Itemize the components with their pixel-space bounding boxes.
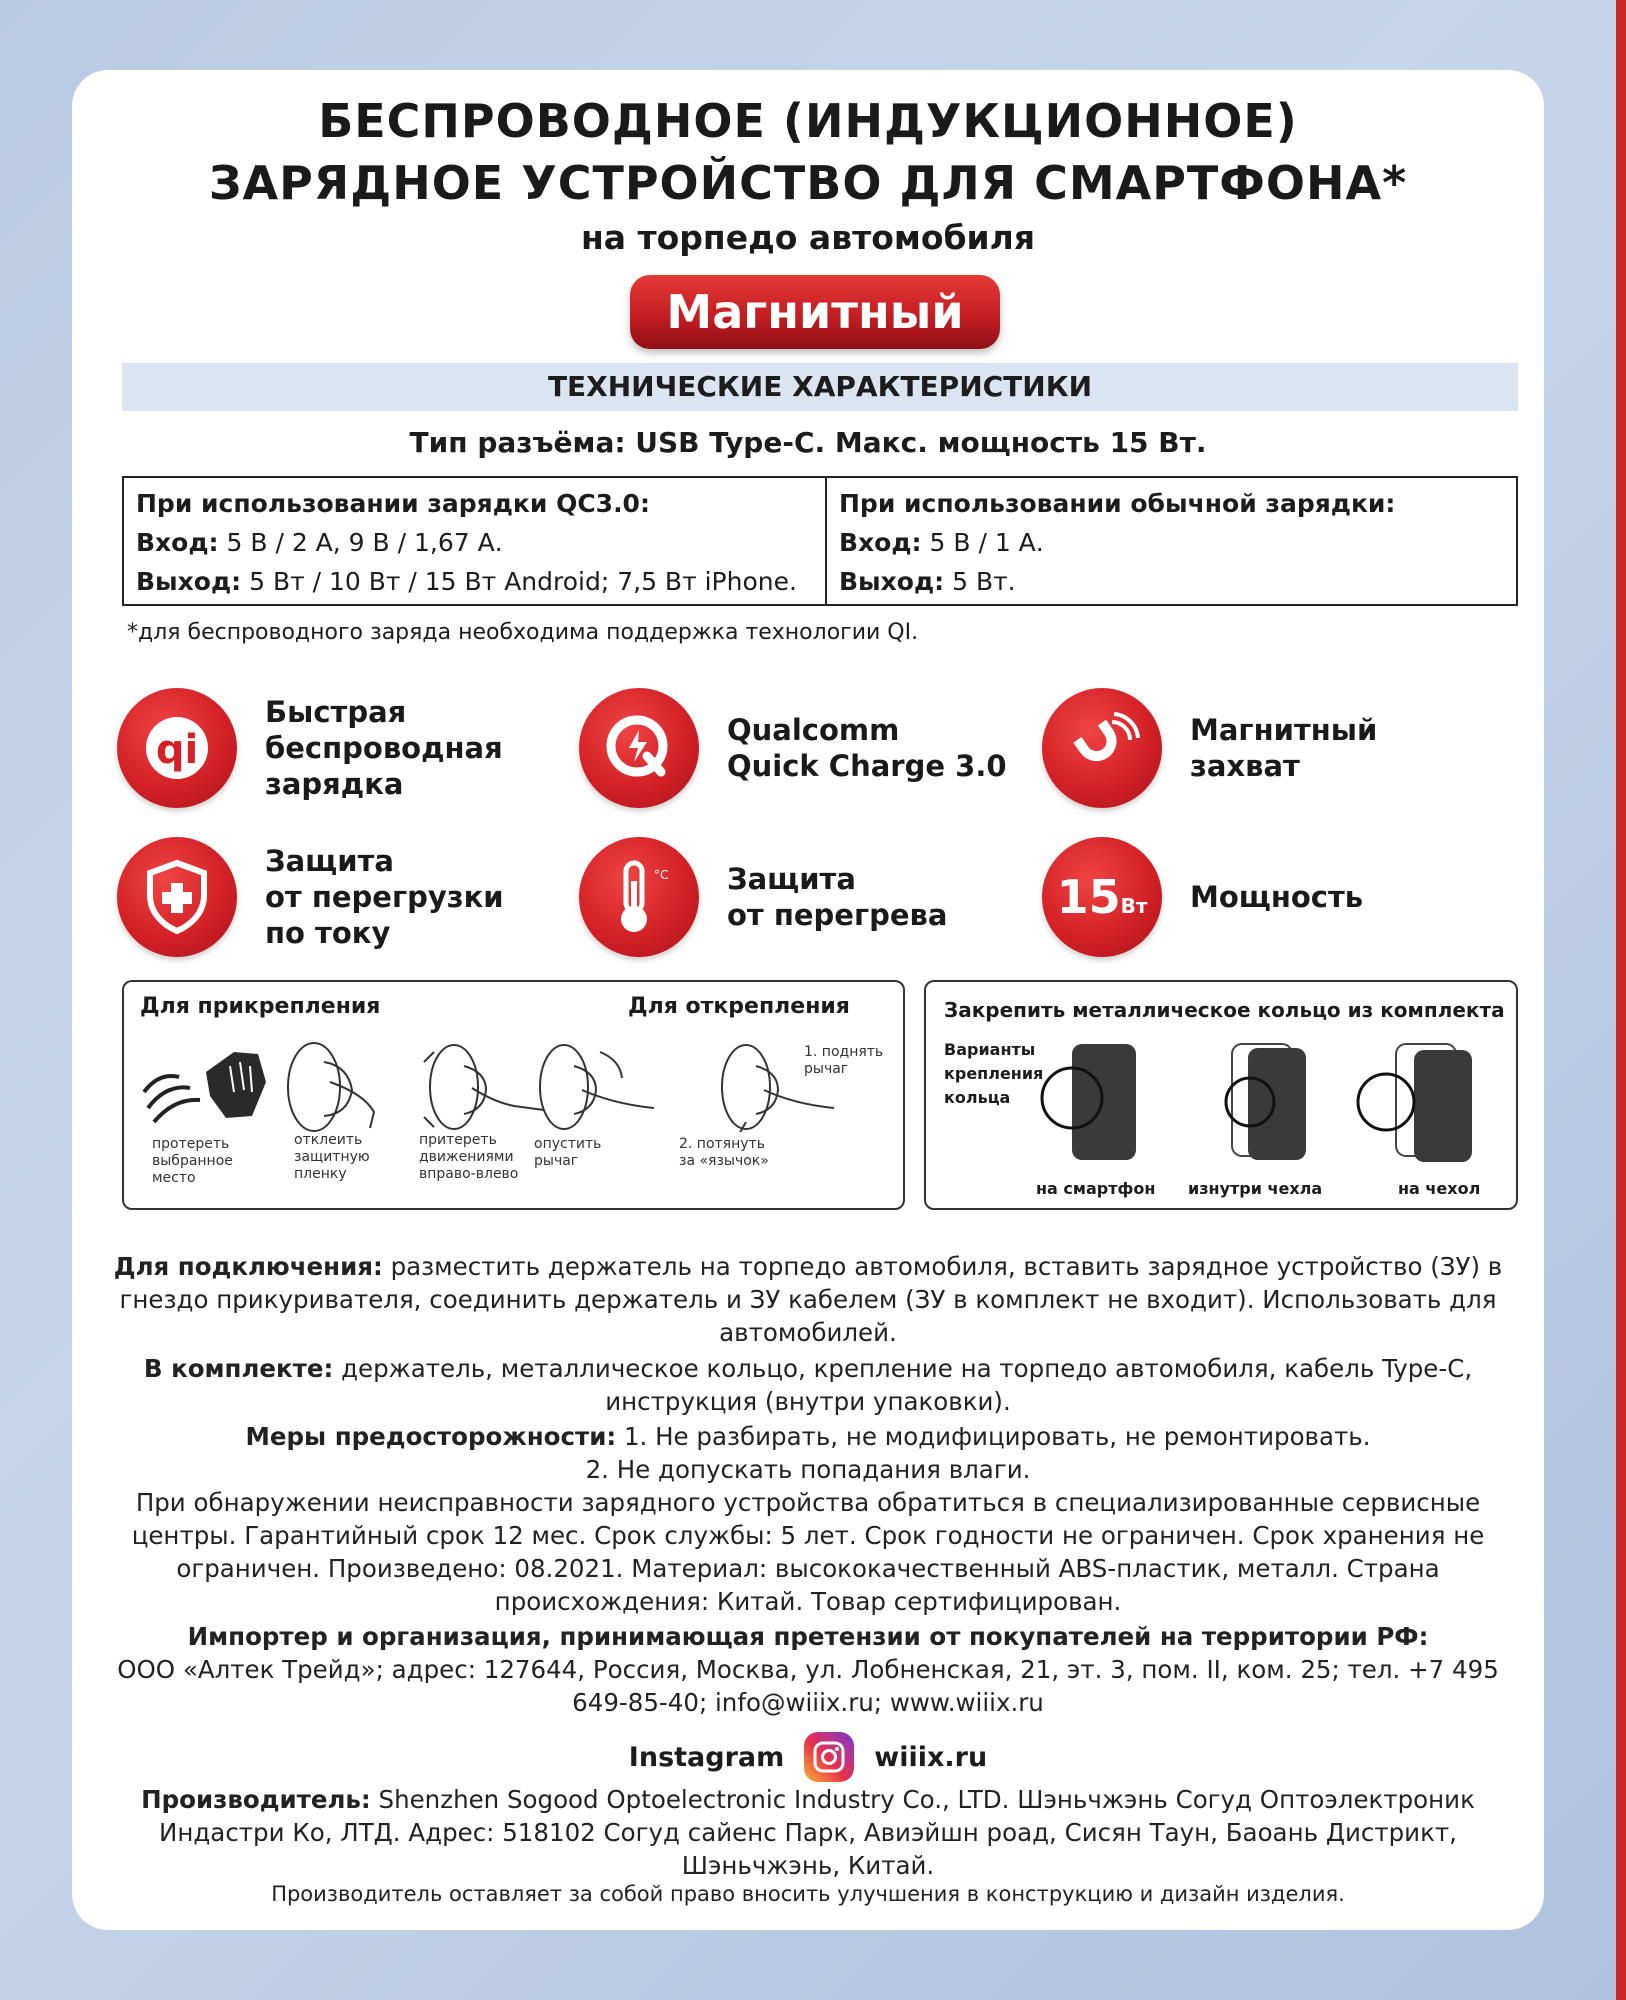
specs-heading: ТЕХНИЧЕСКИЕ ХАРАКТЕРИСТИКИ	[122, 363, 1518, 411]
service-info: При обнаружении неисправности зарядного устройства обратиться в специализированные сервисные центры. Гарантийный срок 12 мес. Срок службы: 5 лет. Срок годности не ограничен. Срок хранения не ограничен. Произведено: 08.2021. Материал: высококачественный ABS-пластик, металл. Страна происхождения: Китай. Товар сертифицирован.	[131, 1488, 1485, 1616]
ring-illustration	[1036, 1040, 1506, 1170]
feature-fast-wireless	[117, 688, 503, 808]
manufacturer-info	[112, 1783, 1504, 1882]
ring-title: Закрепить металлическое кольцо из комплекта	[944, 998, 1505, 1022]
power-15w-icon	[1042, 837, 1162, 957]
qi-icon	[117, 688, 237, 808]
safety-text-1: 1. Не разбирать, не модифицировать, не ремонтировать.	[616, 1422, 1371, 1451]
feature-overload-protection	[117, 837, 504, 957]
importer-info	[112, 1620, 1504, 1719]
feature-label: Защита от перегрузки по току	[265, 844, 504, 950]
feature-label: Защита от перегрева	[727, 862, 948, 932]
quick-charge-icon	[579, 688, 699, 808]
qc-title: При использовании зарядки QC3.0:	[136, 489, 650, 518]
qc-input-label: Вход:	[136, 528, 219, 557]
safety-text-2: 2. Не допускать попадания влаги.	[585, 1455, 1031, 1484]
attach-title: Для прикрепления	[140, 994, 381, 1019]
feature-overheat-protection	[579, 837, 947, 957]
kit-label: В комплекте:	[143, 1354, 334, 1383]
feature-label: Магнитный захват	[1190, 713, 1378, 783]
instagram-label: Instagram	[628, 1741, 785, 1773]
connection-info	[112, 1250, 1504, 1349]
importer-label: Импортер и организация, принимающая претензии от покупателей на территории РФ:	[187, 1622, 1429, 1651]
step-rub: притереть движениями вправо-влево	[419, 1132, 519, 1182]
magnetic-badge: Магнитный	[630, 275, 1000, 349]
std-output-label: Выход:	[839, 567, 945, 596]
qc-input-value: 5 В / 2 А, 9 В / 1,67 А.	[218, 528, 503, 557]
connect-label: Для подключения:	[113, 1252, 383, 1281]
detach-step-2: 2. потянуть за «язычок»	[679, 1136, 769, 1169]
detach-title: Для открепления	[628, 994, 850, 1019]
feature-magnetic-grip	[1042, 688, 1377, 808]
feature-label: Мощность	[1190, 880, 1364, 914]
ring-variants-label: Варианты крепления кольца	[944, 1040, 1044, 1107]
title-line-2: ЗАРЯДНОЕ УСТРОЙСТВО ДЛЯ СМАРТФОНА*	[208, 156, 1408, 210]
disclaimer: Производитель оставляет за собой право вносить улучшения в конструкцию и дизайн изделия.	[271, 1882, 1345, 1906]
qi-footnote: *для беспроводного заряда необходима поддержка технологии QI.	[127, 620, 919, 645]
std-input-label: Вход:	[839, 528, 922, 557]
std-input-value: 5 В / 1 А.	[921, 528, 1044, 557]
maker-text: Shenzhen Sogood Optoelectronic Industry Co., LTD. Шэньчжэнь Согуд Оптоэлектроник Индастри Ко, ЛТД. Адрес: 518102 Согуд сайенс Парк, Авиэйшн роад, Сисян Таун, Баоань Дистрикт, Шэньчжэнь, Китай.	[159, 1785, 1475, 1880]
std-title: При использовании обычной зарядки:	[839, 489, 1396, 518]
kit-text: держатель, металлическое кольцо, крепление на торпедо автомобиля, кабель Type-C, инструкция (внутри упаковки).	[333, 1354, 1473, 1416]
ring-option-on-case: на чехол	[1398, 1179, 1481, 1198]
instagram-block	[72, 1732, 1544, 1782]
step-wipe: протереть выбранное место	[152, 1136, 233, 1186]
power-unit: Вт	[1120, 894, 1148, 918]
step-peel: отклеить защитную пленку	[294, 1132, 370, 1182]
shield-icon	[117, 837, 237, 957]
feature-power	[1042, 837, 1363, 957]
connect-text: разместить держатель на торпедо автомобиля, вставить зарядное устройство (ЗУ) в гнездо прикуривателя, соединить держатель и ЗУ кабелем (ЗУ в комплект не входит). Использовать для автомобилей.	[119, 1252, 1503, 1347]
svg-text:qi: qi	[155, 727, 199, 773]
qc-output-value: 5 Вт / 10 Вт / 15 Вт Android; 7,5 Вт iPhone.	[241, 567, 797, 596]
ring-option-inside-case: изнутри чехла	[1188, 1179, 1323, 1198]
feature-quick-charge	[579, 688, 1007, 808]
feature-label: Быстрая беспроводная зарядка	[265, 695, 503, 801]
ring-instructions	[924, 980, 1518, 1210]
spec-col-qc	[124, 478, 827, 604]
safety-info	[112, 1420, 1504, 1453]
detach-step-1: 1. поднять рычаг	[804, 1044, 884, 1077]
mounting-illustration	[134, 1032, 894, 1132]
instagram-icon	[804, 1732, 854, 1782]
ring-option-phone: на смартфон	[1036, 1179, 1156, 1198]
title-line-1: БЕСПРОВОДНОЕ (ИНДУКЦИОННОЕ)	[318, 94, 1298, 148]
magnet-icon	[1042, 688, 1162, 808]
feature-label: Qualcomm Quick Charge 3.0	[727, 713, 1007, 783]
box-side-edge	[1616, 0, 1626, 2000]
spec-col-standard	[827, 478, 1516, 604]
power-number: 15	[1056, 870, 1121, 924]
safety-label: Меры предосторожности:	[245, 1422, 617, 1451]
std-output-value: 5 Вт.	[944, 567, 1016, 596]
importer-text: ООО «Алтек Трейд»; адрес: 127644, Россия, Москва, ул. Лобненская, 21, эт. 3, пом. II, ком. 25; тел. +7 495 649-85-40; info@wiiix.ru; www.wiiix.ru	[117, 1655, 1499, 1717]
kit-info	[112, 1352, 1504, 1418]
connector-info: Тип разъёма: USB Type-C. Макс. мощность 15 Вт.	[409, 426, 1207, 459]
qc-output-label: Выход:	[136, 567, 242, 596]
step-lower-lever: опустить рычаг	[534, 1136, 602, 1169]
spec-table	[122, 476, 1518, 606]
thermometer-icon	[579, 837, 699, 957]
maker-label: Производитель:	[141, 1785, 371, 1814]
instagram-handle: wiiix.ru	[874, 1741, 988, 1773]
package-back-panel	[72, 70, 1544, 1930]
mounting-instructions	[122, 980, 905, 1210]
svg-text:°C: °C	[654, 868, 669, 882]
subtitle: на торпедо автомобиля	[580, 218, 1036, 257]
